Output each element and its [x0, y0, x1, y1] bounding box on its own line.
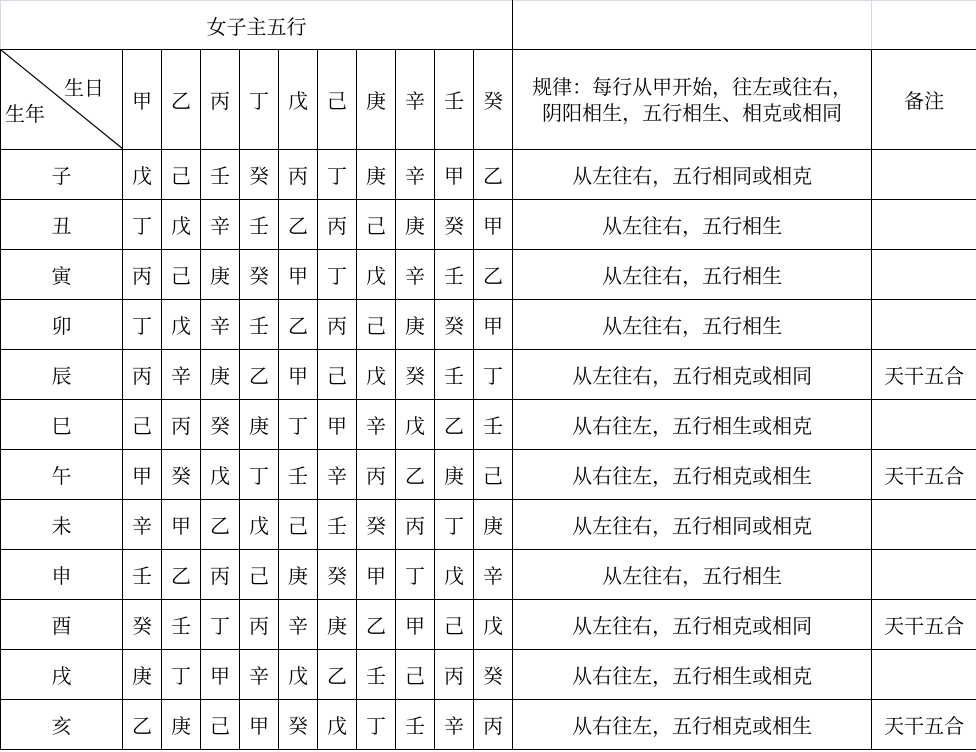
stem-cell[interactable]: 丙 [123, 250, 162, 300]
stem-cell[interactable]: 辛 [396, 150, 435, 200]
stem-cell[interactable]: 戊 [240, 500, 279, 550]
rule-cell[interactable]: 从左往右，五行相克或相同 [513, 350, 872, 400]
stem-cell[interactable]: 癸 [279, 700, 318, 750]
stem-cell[interactable]: 丙 [474, 700, 513, 750]
note-cell[interactable] [872, 550, 976, 600]
stem-cell[interactable]: 壬 [240, 300, 279, 350]
note-cell[interactable]: 天干五合 [872, 700, 976, 750]
stem-cell[interactable]: 戊 [123, 150, 162, 200]
stem-cell[interactable]: 己 [201, 700, 240, 750]
stem-cell[interactable]: 壬 [318, 500, 357, 550]
stem-header[interactable]: 戊 [279, 50, 318, 150]
stem-header[interactable]: 甲 [123, 50, 162, 150]
stem-cell[interactable]: 庚 [396, 200, 435, 250]
stem-cell[interactable]: 乙 [357, 600, 396, 650]
rule-cell[interactable]: 从左往右，五行相生 [513, 550, 872, 600]
stem-cell[interactable]: 乙 [279, 300, 318, 350]
stem-cell[interactable]: 己 [240, 550, 279, 600]
table-row [1, 450, 976, 500]
stem-cell[interactable]: 甲 [162, 500, 201, 550]
stem-cell[interactable]: 辛 [279, 600, 318, 650]
rule-cell[interactable]: 从左往右，五行相生 [513, 300, 872, 350]
stem-cell[interactable]: 己 [357, 300, 396, 350]
rule-cell[interactable]: 从左往右，五行相生 [513, 250, 872, 300]
rule-header-line: 规律：每行从甲开始，往左或往右， [532, 74, 853, 99]
corner-header-cell[interactable] [1, 50, 123, 150]
stem-cell[interactable]: 戊 [474, 600, 513, 650]
stem-cell[interactable]: 己 [357, 200, 396, 250]
stem-cell[interactable]: 庚 [474, 500, 513, 550]
stem-cell[interactable]: 丁 [318, 250, 357, 300]
stem-cell[interactable]: 丁 [201, 600, 240, 650]
stem-cell[interactable]: 丙 [318, 300, 357, 350]
branch-cell[interactable]: 寅 [1, 250, 123, 300]
stem-cell[interactable]: 丁 [123, 300, 162, 350]
note-cell[interactable] [872, 150, 976, 200]
stem-header[interactable]: 己 [318, 50, 357, 150]
stem-cell[interactable]: 己 [162, 250, 201, 300]
stem-cell[interactable]: 庚 [435, 450, 474, 500]
stem-cell[interactable]: 己 [123, 400, 162, 450]
stem-cell[interactable]: 戊 [201, 450, 240, 500]
rule-cell[interactable]: 从右往左，五行相生或相克 [513, 650, 872, 700]
note-cell[interactable]: 天干五合 [872, 600, 976, 650]
stem-cell[interactable]: 丙 [279, 150, 318, 200]
stem-header[interactable]: 庚 [357, 50, 396, 150]
branch-cell[interactable]: 辰 [1, 350, 123, 400]
rule-cell[interactable]: 从右往左，五行相克或相生 [513, 700, 872, 750]
note-cell[interactable] [872, 250, 976, 300]
stem-header[interactable]: 辛 [396, 50, 435, 150]
stem-cell[interactable]: 丙 [240, 600, 279, 650]
table-row [1, 600, 976, 650]
stem-cell[interactable]: 乙 [279, 200, 318, 250]
stem-cell[interactable]: 丁 [357, 700, 396, 750]
stem-cell[interactable]: 壬 [396, 700, 435, 750]
table-row [1, 300, 976, 350]
stem-cell[interactable]: 辛 [201, 300, 240, 350]
rule-header-line: 阴阳相生，五行相生、相克或相同 [542, 100, 843, 125]
table-title[interactable]: 女子主五行 [1, 1, 513, 50]
stem-cell[interactable]: 乙 [474, 150, 513, 200]
stem-cell[interactable]: 甲 [396, 600, 435, 650]
stem-header[interactable]: 丁 [240, 50, 279, 150]
stem-cell[interactable]: 癸 [201, 400, 240, 450]
note-cell[interactable] [872, 500, 976, 550]
stem-cell[interactable]: 辛 [318, 450, 357, 500]
stem-cell[interactable]: 戊 [162, 200, 201, 250]
stem-cell[interactable]: 丙 [318, 200, 357, 250]
stem-cell[interactable]: 乙 [318, 650, 357, 700]
stem-cell[interactable]: 甲 [123, 450, 162, 500]
stem-cell[interactable]: 癸 [474, 650, 513, 700]
note-cell[interactable] [872, 400, 976, 450]
branch-cell[interactable]: 未 [1, 500, 123, 550]
stem-cell[interactable]: 乙 [240, 350, 279, 400]
table-row [1, 400, 976, 450]
header-row [1, 50, 976, 150]
stem-cell[interactable]: 甲 [357, 550, 396, 600]
stem-cell[interactable]: 壬 [201, 150, 240, 200]
branch-cell[interactable]: 卯 [1, 300, 123, 350]
stem-cell[interactable]: 甲 [474, 300, 513, 350]
stem-cell[interactable]: 丁 [123, 200, 162, 250]
stem-cell[interactable]: 庚 [396, 300, 435, 350]
stem-cell[interactable]: 己 [396, 650, 435, 700]
stem-cell[interactable]: 辛 [435, 700, 474, 750]
stem-cell[interactable]: 丁 [474, 350, 513, 400]
stem-cell[interactable]: 癸 [240, 150, 279, 200]
stem-cell[interactable]: 戊 [435, 550, 474, 600]
stem-cell[interactable]: 己 [279, 500, 318, 550]
stem-cell[interactable]: 乙 [162, 550, 201, 600]
stem-cell[interactable]: 乙 [435, 400, 474, 450]
stem-cell[interactable]: 丁 [162, 650, 201, 700]
branch-cell[interactable]: 酉 [1, 600, 123, 650]
stem-cell[interactable]: 丁 [396, 550, 435, 600]
stem-cell[interactable]: 辛 [123, 500, 162, 550]
stem-cell[interactable]: 癸 [240, 250, 279, 300]
birth-year-label: 生年 [5, 102, 45, 126]
stem-cell[interactable]: 壬 [240, 200, 279, 250]
table-row [1, 150, 976, 200]
stem-cell[interactable]: 癸 [123, 600, 162, 650]
empty-cell[interactable] [872, 1, 976, 50]
stem-cell[interactable]: 甲 [201, 650, 240, 700]
stem-cell[interactable]: 丁 [435, 500, 474, 550]
stem-cell[interactable]: 丙 [162, 400, 201, 450]
stem-header[interactable]: 癸 [474, 50, 513, 150]
stem-header[interactable]: 丙 [201, 50, 240, 150]
table-row [1, 350, 976, 400]
stem-cell[interactable]: 丙 [357, 450, 396, 500]
branch-cell[interactable]: 申 [1, 550, 123, 600]
stem-cell[interactable]: 癸 [435, 200, 474, 250]
stem-cell[interactable]: 甲 [279, 250, 318, 300]
stem-cell[interactable]: 癸 [318, 550, 357, 600]
stem-cell[interactable]: 乙 [201, 500, 240, 550]
stem-cell[interactable]: 壬 [279, 450, 318, 500]
table-row [1, 250, 976, 300]
note-cell[interactable] [872, 300, 976, 350]
stem-cell[interactable]: 壬 [357, 650, 396, 700]
stem-cell[interactable]: 丙 [396, 500, 435, 550]
stem-cell[interactable]: 庚 [123, 650, 162, 700]
branch-cell[interactable]: 子 [1, 150, 123, 200]
stem-header[interactable]: 壬 [435, 50, 474, 150]
stem-cell[interactable]: 戊 [162, 300, 201, 350]
table-row [1, 700, 976, 750]
empty-cell[interactable] [513, 1, 872, 50]
rule-cell[interactable]: 从右往左，五行相生或相克 [513, 400, 872, 450]
stem-cell[interactable]: 壬 [162, 600, 201, 650]
note-cell[interactable]: 天干五合 [872, 450, 976, 500]
stem-cell[interactable]: 己 [162, 150, 201, 200]
table-row [1, 200, 976, 250]
stem-cell[interactable]: 甲 [435, 150, 474, 200]
branch-cell[interactable]: 巳 [1, 400, 123, 450]
stem-cell[interactable]: 丙 [435, 650, 474, 700]
stem-cell[interactable]: 辛 [396, 250, 435, 300]
stem-cell[interactable]: 丁 [240, 450, 279, 500]
stem-cell[interactable]: 丙 [201, 550, 240, 600]
stem-cell[interactable]: 己 [435, 600, 474, 650]
stem-cell[interactable]: 戊 [357, 350, 396, 400]
birthday-label: 生日 [64, 76, 104, 100]
stem-cell[interactable]: 戊 [318, 700, 357, 750]
branch-cell[interactable]: 丑 [1, 200, 123, 250]
stem-cell[interactable]: 辛 [162, 350, 201, 400]
stem-cell[interactable]: 庚 [279, 550, 318, 600]
stem-cell[interactable]: 戊 [396, 400, 435, 450]
rule-cell[interactable]: 从左往右，五行相同或相克 [513, 500, 872, 550]
stem-cell[interactable]: 甲 [240, 700, 279, 750]
stem-cell[interactable]: 庚 [162, 700, 201, 750]
stem-cell[interactable]: 丁 [318, 150, 357, 200]
branch-cell[interactable]: 戌 [1, 650, 123, 700]
stem-cell[interactable]: 辛 [357, 400, 396, 450]
stem-cell[interactable]: 戊 [357, 250, 396, 300]
stem-cell[interactable]: 己 [474, 450, 513, 500]
stem-cell[interactable]: 戊 [279, 650, 318, 700]
note-cell[interactable] [872, 200, 976, 250]
stem-cell[interactable]: 庚 [240, 400, 279, 450]
branch-cell[interactable]: 午 [1, 450, 123, 500]
stem-cell[interactable]: 庚 [201, 250, 240, 300]
stem-cell[interactable]: 癸 [396, 350, 435, 400]
stem-cell[interactable]: 壬 [123, 550, 162, 600]
title-row [1, 1, 976, 50]
stem-cell[interactable]: 庚 [201, 350, 240, 400]
stem-cell[interactable]: 癸 [435, 300, 474, 350]
table-row [1, 550, 976, 600]
stem-cell[interactable]: 乙 [474, 250, 513, 300]
stem-cell[interactable]: 庚 [318, 600, 357, 650]
stem-cell[interactable]: 乙 [123, 700, 162, 750]
stem-cell[interactable]: 己 [318, 350, 357, 400]
stem-cell[interactable]: 壬 [435, 350, 474, 400]
stem-cell[interactable]: 甲 [474, 200, 513, 250]
stem-header[interactable]: 乙 [162, 50, 201, 150]
branch-cell[interactable]: 亥 [1, 700, 123, 750]
stem-cell[interactable]: 癸 [357, 500, 396, 550]
rule-cell[interactable]: 从右往左，五行相克或相生 [513, 450, 872, 500]
stem-cell[interactable]: 壬 [435, 250, 474, 300]
stem-cell[interactable]: 壬 [474, 400, 513, 450]
stem-cell[interactable]: 辛 [474, 550, 513, 600]
stem-cell[interactable]: 丁 [279, 400, 318, 450]
stem-cell[interactable]: 甲 [318, 400, 357, 450]
rule-header[interactable] [513, 50, 872, 150]
note-cell[interactable] [872, 650, 976, 700]
note-cell[interactable]: 天干五合 [872, 350, 976, 400]
stem-cell[interactable]: 辛 [201, 200, 240, 250]
table-row [1, 650, 976, 700]
rule-cell[interactable]: 从左往右，五行相生 [513, 200, 872, 250]
stem-cell[interactable]: 丙 [123, 350, 162, 400]
stem-cell[interactable]: 辛 [240, 650, 279, 700]
stem-cell[interactable]: 甲 [279, 350, 318, 400]
stem-cell[interactable]: 乙 [396, 450, 435, 500]
table-row [1, 500, 976, 550]
note-header[interactable]: 备注 [872, 50, 976, 150]
stem-cell[interactable]: 癸 [162, 450, 201, 500]
rule-cell[interactable]: 从左往右，五行相同或相克 [513, 150, 872, 200]
stem-cell[interactable]: 庚 [357, 150, 396, 200]
rule-cell[interactable]: 从左往右，五行相克或相同 [513, 600, 872, 650]
